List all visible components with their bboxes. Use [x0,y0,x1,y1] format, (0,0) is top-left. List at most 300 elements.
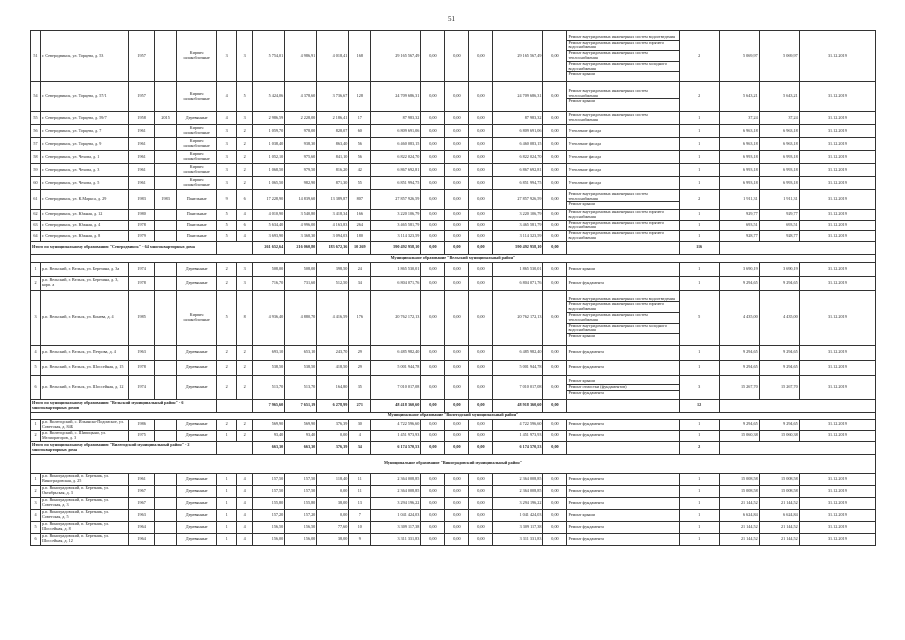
works-count: 1 [679,485,719,497]
repair-cost: 24 709 686,31 [371,82,421,112]
work-item: Ремонт внутридомовых инженерных систем горячего водоснабжения [567,40,678,51]
residents: 60 [349,125,371,138]
entrances: 3 [237,112,253,125]
total-cost: 48 918 360,60 [493,399,543,412]
entrances: 2 [237,164,253,177]
private-area: 3 418,34 [317,210,349,221]
total-label: Итого по муниципальному образованию "Вилегодский муниципальный район" - 2 многоквартирных дома [31,441,217,454]
fund-value: 0,00 [469,112,493,125]
wall-material: Деревянные [177,509,217,521]
unit-cost: 6 963,18 [719,125,759,138]
floors: 3 [217,164,237,177]
fund-value: 0,00 [421,430,445,441]
fund-value: 0,00 [421,151,445,164]
table-row [31,485,876,497]
work-item: Ремонт фундамента [568,421,604,427]
fund-value: 0,00 [469,360,493,375]
completion-date: 31.12.2019 [799,485,875,497]
total-value: 0,00 [445,441,469,454]
wall-material: Деревянные [177,497,217,509]
row-number: 2 [31,276,41,290]
wall-material: Деревянные [177,112,217,125]
year-built: 1983 [129,190,155,210]
row-number: 6 [31,375,41,399]
living-area: 14 839,60 [285,190,317,210]
owners-funds: 2 364 008,85 [493,485,543,497]
entrances: 4 [237,473,253,485]
floors: 3 [217,138,237,151]
year-built: 1967 [129,485,155,497]
owners-funds: 3 220 106,79 [493,210,543,221]
fund-value: 0,00 [543,509,567,521]
completion-date: 31.12.2019 [799,375,875,399]
table-row [31,151,876,164]
repair-cost: 27 857 926,59 [371,190,421,210]
works-count: 1 [679,125,719,138]
wall-material: Кирпич шлакоблочные [177,177,217,190]
row-number: 3 [31,497,41,509]
living-area: 4 378,60 [285,82,317,112]
residents: 128 [349,82,371,112]
works-list [567,473,679,485]
fund-value: 0,00 [543,220,567,231]
private-area: 13 389,87 [317,190,349,210]
total-area: 17 228,90 [253,190,285,210]
fund-value: 0,00 [469,485,493,497]
year-built: 1961 [129,151,155,164]
table-cell [567,399,679,412]
unit-cost: 1 911,31 [719,190,759,210]
repair-cost: 6 809 691,06 [371,125,421,138]
unit-cost: 929,77 [719,210,759,221]
unit-cost: 37,24 [719,112,759,125]
entrances: 3 [237,276,253,290]
unit-cost-limit: 21 144,52 [759,521,799,533]
wall-material: Деревянные [177,473,217,485]
unit-cost-limit: 928,77 [759,231,799,242]
private-area: 418,50 [317,360,349,375]
works-count: 1 [679,509,719,521]
fund-value: 0,00 [543,262,567,276]
total-area: 2 986,59 [253,112,285,125]
year-renovated [155,360,177,375]
total-value: 0,00 [421,241,445,254]
repair-cost: 87 983,32 [371,112,421,125]
works-list [567,177,679,190]
private-area: 0,00 [317,509,349,521]
year-renovated [155,473,177,485]
works-list [567,521,679,533]
row-number: 2 [31,430,41,441]
address-cell: р.п. Вельский, г. Вельск, ул. Березина, д. 3а [41,262,129,276]
work-item: Ремонт внутридомовых инженерных систем водоотведения [568,295,675,301]
table-cell [719,441,875,454]
fund-value: 0,00 [421,509,445,521]
works-count: 1 [679,220,719,231]
total-row [31,241,876,254]
fund-value: 0,00 [469,82,493,112]
works-list [567,485,679,497]
row-number: 3 [31,290,41,345]
year-renovated [155,262,177,276]
work-item: Ремонт внутридомовых инженерных систем холодного водоснабжения [567,323,678,334]
unit-cost-limit: 6 993,18 [759,164,799,177]
table-row [31,419,876,430]
floors: 4 [217,112,237,125]
year-built: 1978 [129,220,155,231]
fund-value: 0,00 [445,497,469,509]
unit-cost: 5 643,21 [719,82,759,112]
living-area: 978,00 [285,125,317,138]
unit-cost: 6 624,84 [719,509,759,521]
unit-cost: 5 069,97 [719,31,759,82]
year-built: 1958 [129,112,155,125]
works-list [567,290,679,345]
work-item: Ремонт внутридомовых инженерных систем теплоснабжения [567,50,678,61]
fund-value: 0,00 [421,210,445,221]
wall-material: Кирпич шлакоблочные [177,125,217,138]
total-area: 693,10 [253,345,285,360]
living-area: 975,60 [285,151,317,164]
floors: 2 [217,276,237,290]
completion-date: 31.12.2019 [799,82,875,112]
total-area: 1 052,10 [253,151,285,164]
entrances: 4 [237,533,253,545]
residents: 42 [349,164,371,177]
repair-cost: 3 309 117,38 [371,521,421,533]
section-title: Муниципальное образование "Виноградовский муниципальный район" [31,454,876,473]
unit-cost: 6 963,18 [719,138,759,151]
total-value: 0,00 [421,399,445,412]
entrances: 6 [237,220,253,231]
work-item: Утепление фасада [568,153,602,159]
total-residents: 34 [349,441,371,454]
address-cell: р.п. Виноградовский, п. Березник, ул. Виноградовская, д. 25 [41,473,129,485]
works-list [567,31,679,82]
entrances: 8 [237,290,253,345]
works-list [567,210,679,221]
residents: 35 [349,375,371,399]
entrances: 4 [237,497,253,509]
residents: 4 [349,430,371,441]
table-row [31,112,876,125]
private-area: 243,70 [317,345,349,360]
fund-value: 0,00 [445,473,469,485]
wall-material: Деревянные [177,345,217,360]
residents: 56 [349,138,371,151]
owners-funds: 6 851 994,75 [493,177,543,190]
completion-date: 31.12.2019 [799,509,875,521]
fund-value: 0,00 [543,473,567,485]
works-list [567,533,679,545]
year-built: 1964 [129,521,155,533]
address-cell: г. Северодвинск, ул. Торцева, д. 57/1 [41,82,129,112]
entrances: 2 [237,125,253,138]
completion-date: 31.12.2019 [799,164,875,177]
works-list [567,151,679,164]
total-area: 93,40 [253,430,285,441]
entrances: 2 [237,360,253,375]
wall-material: Деревянные [177,262,217,276]
year-renovated [155,497,177,509]
repair-cost: 2 364 008,85 [371,473,421,485]
unit-cost: 6 993,18 [719,177,759,190]
wall-material: Панельные [177,190,217,210]
fund-value: 0,00 [543,521,567,533]
year-renovated [155,231,177,242]
year-built: 1961 [129,473,155,485]
unit-cost-limit: 693,51 [759,220,799,231]
works-list [567,430,679,441]
work-item: Ремонт внутридомовых инженерных систем горячего водоснабжения [568,230,665,240]
table-cell [567,441,679,454]
work-item: Ремонт фундамента [568,535,604,541]
living-area: 157,50 [285,473,317,485]
works-count: 1 [679,419,719,430]
unit-cost-limit: 6 963,18 [759,138,799,151]
repair-cost: 3 294 196,22 [371,497,421,509]
wall-material: Панельные [177,220,217,231]
row-number: 62 [31,210,41,221]
row-number: 51 [31,31,41,82]
works-list [567,419,679,430]
floors: 5 [217,220,237,231]
fund-value: 0,00 [543,430,567,441]
table-row [31,125,876,138]
address-cell: г. Северодвинск, ул. Южная, д. 4 [41,220,129,231]
table-row [31,190,876,210]
fund-value: 0,00 [421,533,445,545]
fund-value: 0,00 [469,190,493,210]
work-item: Ремонт фундамента [568,487,604,493]
total-row [31,441,876,454]
year-renovated [155,430,177,441]
year-built: 1957 [129,82,155,112]
works-list [567,375,679,399]
living-area: 653,10 [285,345,317,360]
works-count: 2 [679,190,719,210]
floors: 1 [217,521,237,533]
owners-funds: 6 867 692,81 [493,164,543,177]
entrances: 2 [237,430,253,441]
work-item: Ремонт крыши [568,378,595,384]
table-row [31,262,876,276]
work-item: Утепление фасада [568,127,602,133]
table-row [31,164,876,177]
living-area: 4 986,91 [285,31,317,82]
unit-cost: 15 267,70 [719,375,759,399]
fund-value: 0,00 [445,262,469,276]
fund-value: 0,00 [445,533,469,545]
works-count: 1 [679,210,719,221]
fund-value: 0,00 [469,521,493,533]
total-cost: 48 418 360,60 [371,399,421,412]
work-item: Ремонт внутридомовых инженерных систем холодного водоснабжения [567,61,678,72]
fund-value: 0,00 [469,138,493,151]
residents: 30 [349,419,371,430]
fund-value: 0,00 [469,210,493,221]
year-built: 1978 [129,276,155,290]
total-area: 155,80 [253,497,285,509]
entrances: 2 [237,345,253,360]
table-row [31,31,876,82]
works-list [567,262,679,276]
wall-material: Кирпич шлакоблочные [177,31,217,82]
works-list [567,220,679,231]
address-cell: р.п. Вилегодский, с. Шипицыно, ул. Мелиораторов, д. 3 [41,430,129,441]
address-cell: р.п. Виноградовский, п. Березник, ул. Шоссейная, д. 8 [41,521,129,533]
year-renovated [155,276,177,290]
residents: 11 [349,473,371,485]
works-list [567,360,679,375]
total-works-count: 2 [679,441,719,454]
fund-value: 0,00 [469,164,493,177]
year-built: 1975 [129,430,155,441]
floors: 1 [217,497,237,509]
work-item: Утепление фасада [568,140,602,146]
year-built: 1963 [129,509,155,521]
page-number: 51 [448,15,455,23]
works-count: 1 [679,112,719,125]
fund-value: 0,00 [543,345,567,360]
work-item: Ремонт фундамента [568,499,604,505]
unit-cost-limit: 6 624,84 [759,509,799,521]
fund-value: 0,00 [445,521,469,533]
owners-funds: 3 294 196,22 [493,497,543,509]
owners-funds: 6 809 691,06 [493,125,543,138]
table-row [31,375,876,399]
fund-value: 0,00 [543,485,567,497]
repair-cost: 6 867 692,81 [371,164,421,177]
address-cell: р.п. Вельский, г. Вельск, ул. Конева, д. 4 [41,290,129,345]
table-cell [719,399,875,412]
owners-funds: 1 865 530,01 [493,262,543,276]
living-area: 4 996,00 [285,220,317,231]
row-number: 4 [31,509,41,521]
row-number: 5 [31,360,41,375]
repair-cost: 5 001 944,78 [371,360,421,375]
fund-value: 0,00 [469,375,493,399]
address-cell: р.п. Вельский, г. Вельск, ул. Шоссейная, д. 12 [41,375,129,399]
residents: 264 [349,220,371,231]
repair-cost: 29 165 567,49 [371,31,421,82]
works-count: 3 [679,375,719,399]
completion-date: 31.12.2019 [799,290,875,345]
section-title: Муниципальное образование "Вельский муниципальный район" [31,254,876,262]
section-header-row [31,412,876,419]
row-number: 61 [31,190,41,210]
work-item: Ремонт внутридомовых инженерных систем теплоснабжения [568,112,648,122]
year-renovated: 1983 [155,190,177,210]
fund-value: 0,00 [445,509,469,521]
unit-cost-limit: 37,24 [759,112,799,125]
private-area: 376,39 [317,419,349,430]
work-item: Ремонт фундамента [568,475,604,481]
residents: 56 [349,151,371,164]
year-renovated [155,533,177,545]
fund-value: 0,00 [445,164,469,177]
fund-value: 0,00 [543,533,567,545]
total-value: 0,00 [445,241,469,254]
owners-funds: 1 451 973,93 [493,430,543,441]
residents: 9 [349,533,371,545]
total-area: 183 672,36 [317,241,349,254]
year-renovated [155,164,177,177]
unit-cost-limit: 15 267,70 [759,375,799,399]
fund-value: 0,00 [421,360,445,375]
total-area: 7 651,19 [285,399,317,412]
unit-cost: 693,51 [719,220,759,231]
completion-date: 31.12.2019 [799,276,875,290]
wall-material: Кирпич шлакоблочные [177,290,217,345]
private-area: 816,20 [317,164,349,177]
floors: 9 [217,190,237,210]
works-count: 1 [679,473,719,485]
fund-value: 0,00 [543,31,567,82]
work-item: Ремонт внутридомовых инженерных систем горячего водоснабжения [567,301,678,312]
table-row [31,177,876,190]
address-cell: г. Северодвинск, ул. Торцева, д. 53 [41,31,129,82]
table-cell [567,241,679,254]
total-area: 156,00 [253,533,285,545]
unit-cost: 6 993,18 [719,151,759,164]
row-number: 64 [31,231,41,242]
floors: 3 [217,151,237,164]
fund-value: 0,00 [469,290,493,345]
year-built: 1961 [129,177,155,190]
year-renovated [155,345,177,360]
completion-date: 31.12.2019 [799,210,875,221]
works-count: 1 [679,430,719,441]
year-built: 1979 [129,231,155,242]
total-area: 216 060,80 [285,241,317,254]
works-list [567,276,679,290]
owners-funds: 6 822 024,70 [493,151,543,164]
total-value: 0,00 [469,441,493,454]
address-cell: г. Северодвинск, ул. Чехова, д. 3 [41,164,129,177]
unit-cost: 21 144,52 [719,521,759,533]
year-renovated [155,177,177,190]
total-area: 508,00 [253,262,285,276]
work-item: Ремонт внутридомовых инженерных систем горячего водоснабжения [568,209,665,219]
works-count: 2 [679,31,719,82]
living-area: 569,90 [285,419,317,430]
fund-value: 0,00 [421,419,445,430]
living-area: 938,30 [285,138,317,151]
entrances: 6 [237,190,253,210]
works-count: 1 [679,231,719,242]
fund-value: 0,00 [469,125,493,138]
table-row [31,82,876,112]
wall-material: Панельные [177,210,217,221]
living-area: 93,40 [285,430,317,441]
fund-value: 0,00 [421,262,445,276]
total-value: 0,00 [543,399,567,412]
entrances: 3 [237,262,253,276]
total-area: 261 652,64 [253,241,285,254]
wall-material: Кирпич шлакоблочные [177,138,217,151]
address-cell: г. Северодвинск, ул. К.Маркса, д. 29 [41,190,129,210]
residents: 55 [349,177,371,190]
residents: 17 [349,112,371,125]
work-item: Утепление фасада [568,179,602,185]
fund-value: 0,00 [421,485,445,497]
completion-date: 31.12.2019 [799,533,875,545]
year-built: 1963 [129,345,155,360]
year-renovated: 2015 [155,112,177,125]
wall-material: Деревянные [177,521,217,533]
floors: 3 [217,177,237,190]
